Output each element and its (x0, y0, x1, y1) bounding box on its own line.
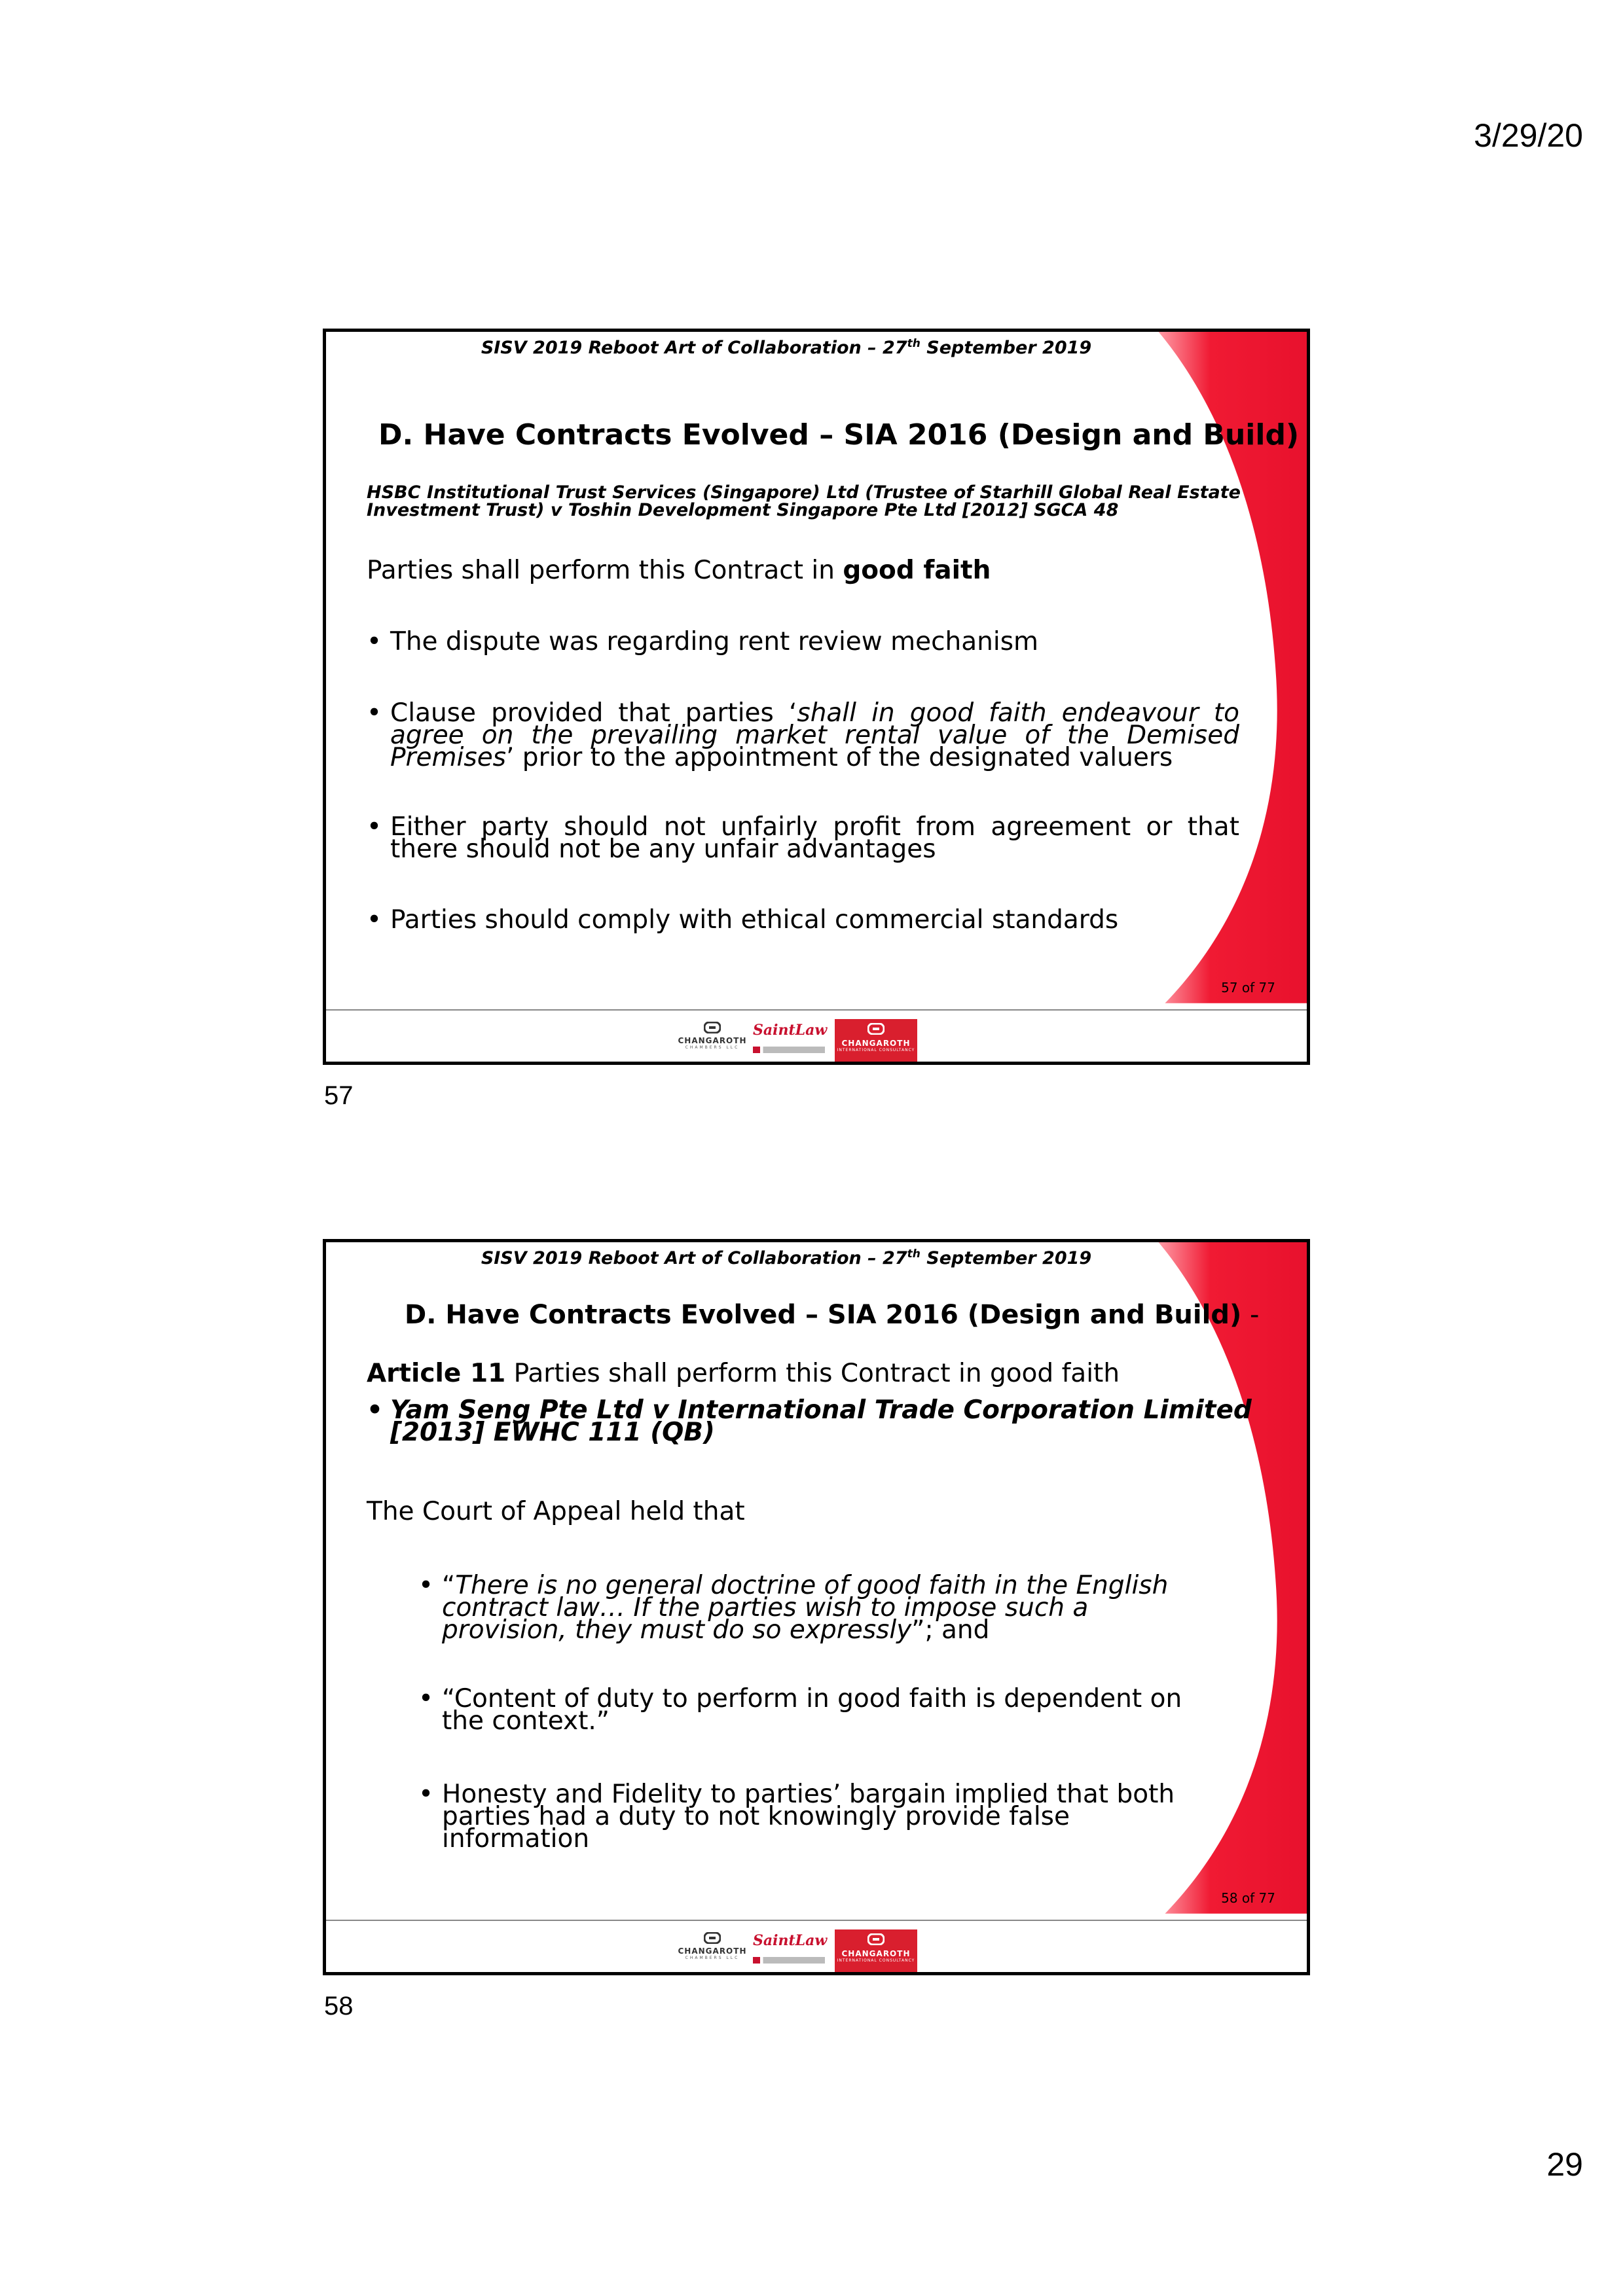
footer-divider (326, 1920, 1307, 1921)
changaroth-chambers-logo: CHANGAROTH CHAMBERS LLC (670, 1932, 755, 1971)
changaroth-mark-icon (867, 1933, 884, 1945)
footer-logos (670, 1929, 919, 1975)
slide-header: SISV 2019 Reboot Art of Collaboration – 27th September 2019 (481, 337, 1092, 358)
bullet-item: • The dispute was regarding rent review mechanism (367, 627, 1039, 656)
slide-title: D. Have Contracts Evolved – SIA 2016 (Design and Build) (378, 418, 1300, 452)
slide-header: SISV 2019 Reboot Art of Collaboration – 27th September 2019 (481, 1247, 1092, 1268)
bullet-dot: • (418, 1780, 434, 1809)
bullet-dot: • (367, 627, 382, 656)
bullet-item: • Either party should not unfairly profit from agreement or that there should not be any unfair advantages (367, 812, 1239, 864)
case-citation-line: HSBC Institutional Trust Services (Singapore) Ltd (Trustee of Starhill Global Real Estate (367, 482, 1241, 503)
quote-bullet: • “There is no general doctrine of good faith in the English contract law… If the parties wish to impose such a provision, they must do so expressly”; and (418, 1571, 1169, 1645)
changaroth-mark-icon (704, 1932, 721, 1944)
changaroth-consultancy-logo: CHANGAROTH INTERNATIONAL CONSULTANCY (835, 1929, 917, 1974)
slide-title: D. Have Contracts Evolved – SIA 2016 (Design and Build) - (405, 1300, 1260, 1330)
slide-58 (323, 1239, 1310, 1975)
case-citation-line: Investment Trust) v Toshin Development Singapore Pte Ltd [2012] SGCA 48 (367, 500, 1119, 520)
bullet-item: • Honesty and Fidelity to parties’ bargain implied that both parties had a duty to not knowingly provide false information (418, 1780, 1175, 1854)
good-faith-emphasis: good faith (843, 556, 991, 585)
bullet-dot: • (418, 1684, 434, 1713)
bullet-item: • Clause provided that parties ‘shall in good faith endeavour to agree on the prevailing market rental value of the Demised Premises’ prior to the appointment of the designated valuers (367, 698, 1239, 772)
slide-57 (323, 329, 1310, 1065)
bullet-dot: • (367, 812, 382, 842)
page-number: 29 (1546, 2146, 1583, 2183)
changaroth-consultancy-logo: CHANGAROTH INTERNATIONAL CONSULTANCY (835, 1019, 917, 1064)
bullet-dot: • (367, 905, 382, 935)
bullet-dot: • (367, 1395, 383, 1425)
saint-law-logo: SaintLaw (753, 1932, 831, 1971)
intro-text: Parties shall perform this Contract in good faith (367, 556, 991, 585)
bullet-item: • Parties should comply with ethical commercial standards (367, 905, 1119, 935)
changaroth-mark-icon (867, 1023, 884, 1035)
changaroth-chambers-logo: CHANGAROTH CHAMBERS LLC (670, 1022, 755, 1061)
bullet-dot: • (418, 1571, 434, 1600)
case-citation (367, 484, 1241, 519)
saint-law-logo: SaintLaw (753, 1022, 831, 1061)
changaroth-mark-icon (704, 1022, 721, 1033)
slide-number-label: 58 (324, 1992, 354, 2020)
slide-counter: 58 of 77 (1221, 1890, 1275, 1906)
footer-divider (326, 1009, 1307, 1011)
slide-counter: 57 of 77 (1221, 980, 1275, 996)
page-date: 3/29/20 (1474, 117, 1583, 154)
bullet-dot: • (367, 698, 382, 728)
slide-number-label: 57 (324, 1081, 354, 1110)
footer-logos (670, 1019, 919, 1065)
court-intro-text: The Court of Appeal held that (367, 1497, 745, 1526)
quote-bullet: • “Content of duty to perform in good faith is dependent on the context.” (418, 1684, 1182, 1736)
article-line: Article 11 Parties shall perform this Contract in good faith (367, 1359, 1120, 1388)
case-bullet: • Yam Seng Pte Ltd v International Trade Corporation Limited [2013] EWHC 111 (QB) (367, 1395, 1252, 1447)
